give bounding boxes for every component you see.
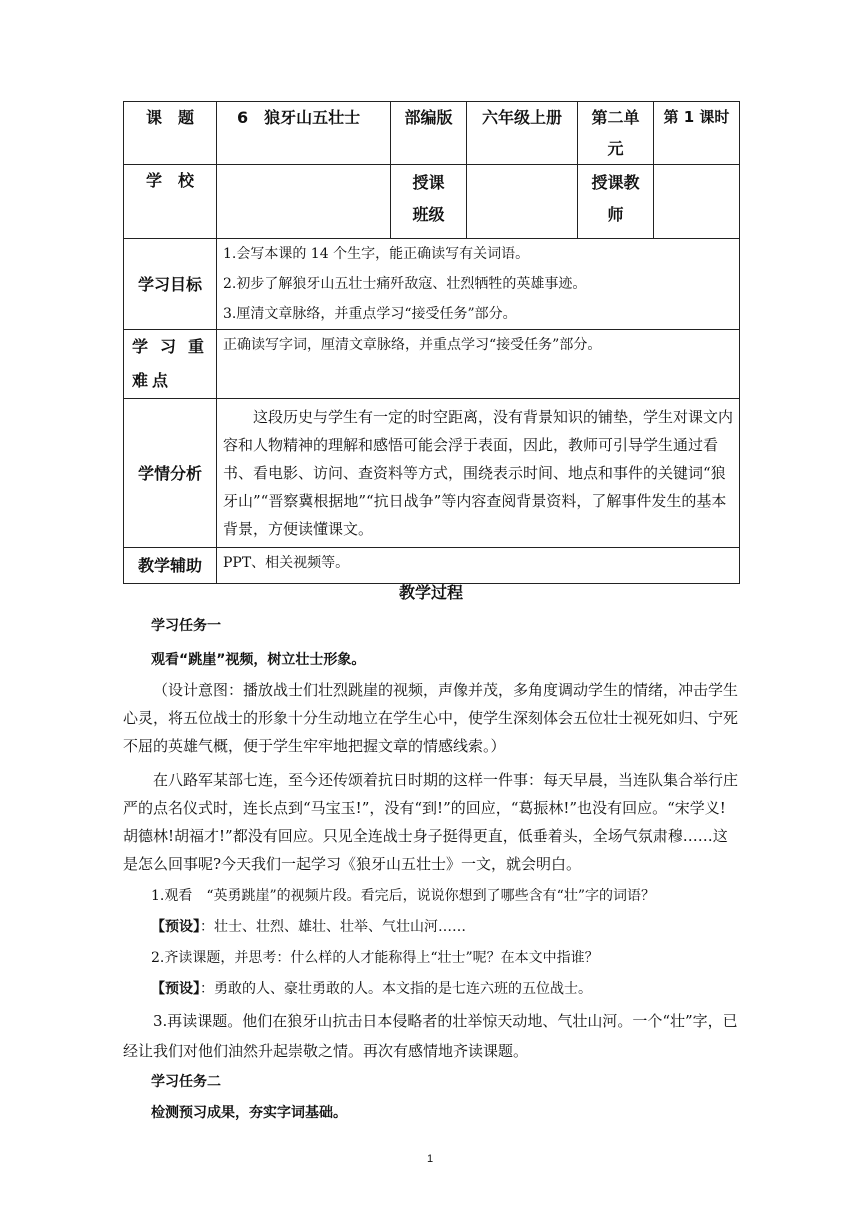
teacher-value — [654, 165, 740, 239]
objectives-label: 学习目标 — [124, 239, 217, 330]
objective-item: 3.厘清文章脉络，并重点学习“接受任务”部分。 — [223, 306, 517, 322]
task1-label: 学习任务一 — [151, 618, 221, 634]
task1-title: 观看“跳崖”视频，树立壮士形象。 — [151, 652, 366, 668]
edition: 部编版 — [391, 102, 467, 165]
table-row — [124, 399, 740, 548]
aids-label: 教学辅助 — [124, 548, 217, 584]
grade: 六年级上册 — [467, 102, 578, 165]
school-label: 学 校 — [124, 165, 217, 239]
table-row — [124, 165, 740, 239]
preset-tag: 【预设】 — [151, 919, 200, 935]
lesson-info-table — [123, 101, 740, 584]
preset1 — [123, 913, 739, 941]
step3: 3.再读课题。他们在狼牙山抗击日本侵略者的壮举惊天动地、气壮山河。一个“壮”字，已经让我们对他们油然升起崇敬之情。再次有感情地齐读课题。 — [123, 1012, 738, 1060]
table-row — [124, 239, 740, 330]
school-value — [217, 165, 391, 239]
teacher-label: 授课教师 — [578, 165, 654, 239]
objectives-list — [217, 239, 740, 330]
step1: 1.观看 “英勇跳崖”的视频片段。看完后，说说你想到了哪些含有“壮”字的词语？ — [151, 888, 655, 904]
story-paragraph: 在八路军某部七连，至今还传颂着抗日时期的这样一件事：每天早晨，当连队集合举行庄严的点名仪式时，连长点到“马宝玉!”，没有“到!”的回应，“葛振林!”也没有回应。“宋学义!胡德林!胡福才!”都没有回应。只见全连战士身子挺得更直，低垂着头，全场气氛肃穆……这是怎么回事呢?今天我们一起学习《狼牙山五壮士》一文，就会明白。 — [123, 771, 739, 873]
objective-item: 2.初步了解狼牙山五壮士痛歼敌寇、壮烈牺牲的英雄事迹。 — [223, 276, 587, 292]
analysis-text: 这段历史与学生有一定的时空距离，没有背景知识的铺垫，学生对课文内容和人物精神的理解和感悟可能会浮于表面，因此，教师可引导学生通过看书、看电影、访问、查资料等方式，围绕表示时间、地点和事件的关键词“狼牙山”“晋察冀根据地”“抗日战争”等内容查阅背景资料，了解事件发生的基本背景，方便读懂课文。 — [217, 399, 740, 548]
objective-item: 1.会写本课的 14 个生字，能正确读写有关词语。 — [223, 246, 530, 262]
table-row — [124, 330, 740, 399]
process-title: 教学过程 — [398, 583, 463, 602]
unit: 第二单元 — [578, 102, 654, 165]
aids-text: PPT、相关视频等。 — [217, 548, 740, 584]
task2-label: 学习任务二 — [151, 1074, 221, 1090]
step2: 2.齐读课题，并思考：什么样的人才能称得上“壮士”呢？在本文中指谁？ — [151, 950, 599, 966]
preset-text: ：壮士、壮烈、雄壮、壮举、气壮山河…… — [200, 919, 466, 935]
class-label: 授课班级 — [391, 165, 467, 239]
key-points-label: 学习重难点 — [124, 330, 217, 399]
design-intent: （设计意图：播放战士们壮烈跳崖的视频，声像并茂，多角度调动学生的情绪，冲击学生心灵，将五位战士的形象十分生动地立在学生心中，使学生深刻体会五位壮士视死如归、宁死不屈的英雄气概，便于学生牢牢地把握文章的情感线索。） — [123, 681, 739, 755]
preset-text: ：勇敢的人、豪壮勇敢的人。本文指的是七连六班的五位战士。 — [200, 981, 592, 997]
table-row — [124, 548, 740, 584]
table-row — [124, 102, 740, 165]
key-points-text: 正确读写字词，厘清文章脉络，并重点学习“接受任务”部分。 — [217, 330, 740, 399]
task2-title: 检测预习成果，夯实字词基础。 — [151, 1105, 347, 1121]
page-number: 1 — [426, 1153, 434, 1165]
preset-tag: 【预设】 — [151, 981, 200, 997]
lesson-label: 课 题 — [124, 102, 217, 165]
period: 第 1 课时 — [654, 102, 740, 165]
preset2 — [123, 975, 739, 1003]
lesson-title: 6 狼牙山五壮士 — [217, 102, 391, 165]
analysis-label: 学情分析 — [124, 399, 217, 548]
class-value — [467, 165, 578, 239]
